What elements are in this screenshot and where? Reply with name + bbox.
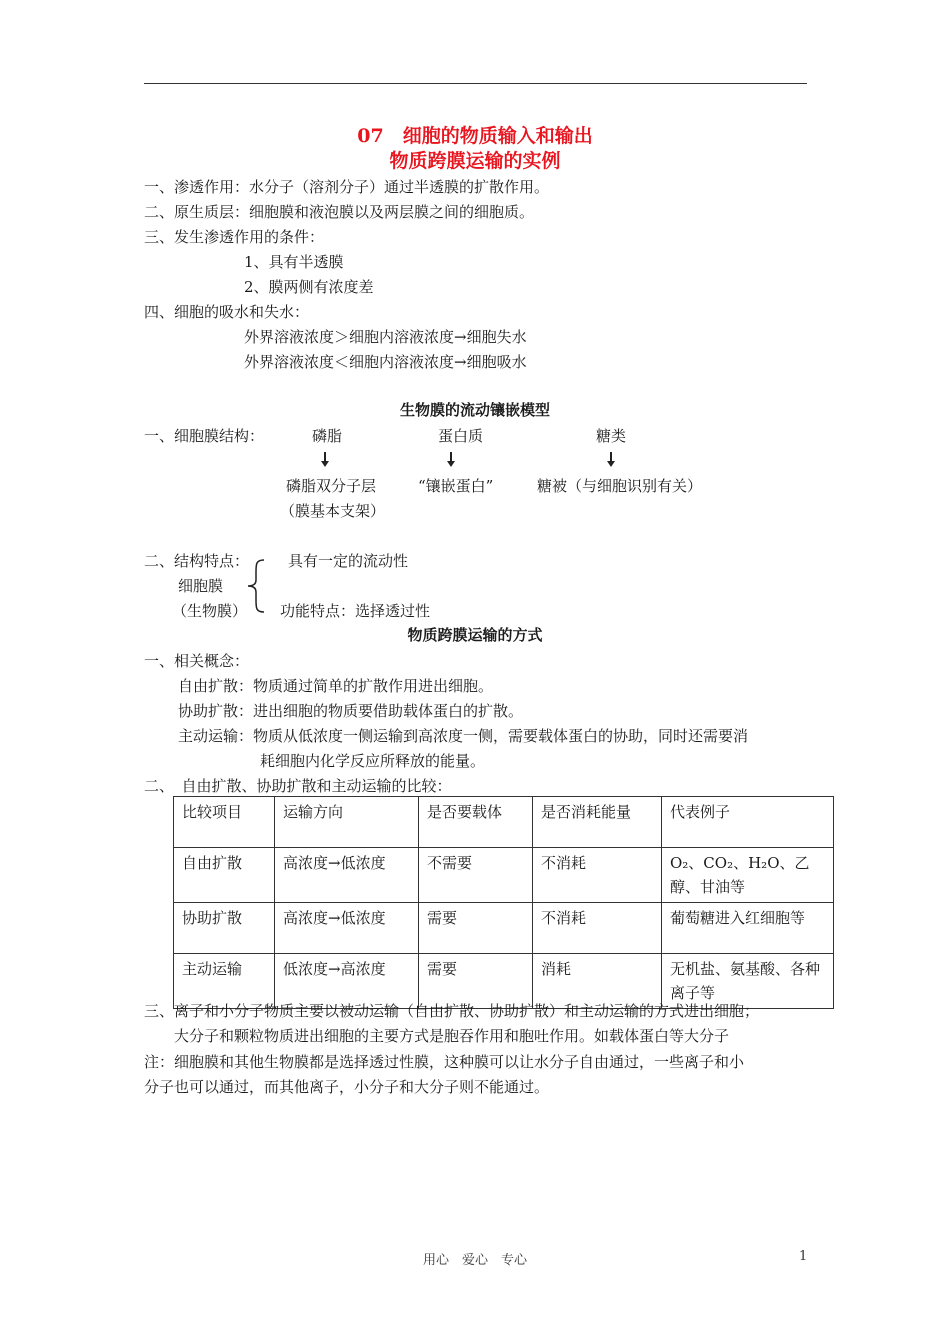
table-cell: 协助扩散 [174, 903, 275, 954]
table-header-cell: 比较项目 [174, 797, 275, 848]
table-cell: 不消耗 [533, 903, 662, 954]
table-cell: 无机盐、氨基酸、各种离子等 [662, 954, 834, 1009]
table-header-cell: 代表例子 [662, 797, 834, 848]
table-header-cell: 是否消耗能量 [533, 797, 662, 848]
biomembrane-label: （生物膜） [172, 602, 248, 620]
table-header-cell: 运输方向 [275, 797, 419, 848]
footer-motto: 用心 爱心 专心 [422, 1253, 527, 1268]
comparison-table [173, 796, 834, 1009]
concepts-heading: 一、相关概念： [144, 652, 250, 670]
table-cell: O₂、CO₂、H₂O、乙醇、甘油等 [662, 848, 834, 903]
sugar-label: 糖类 [596, 427, 627, 445]
table-cell: 不消耗 [533, 848, 662, 903]
down-arrow-icon [610, 452, 612, 462]
water-loss-rule: 外界溶液浓度＞细胞内溶液浓度→细胞失水 [244, 328, 527, 346]
table-cell: 高浓度→低浓度 [275, 903, 419, 954]
header-rule [144, 83, 807, 84]
table-cell: 葡萄糖进入红细胞等 [662, 903, 834, 954]
free-diffusion-definition: 自由扩散：物质通过简单的扩散作用进出细胞。 [178, 677, 494, 695]
membrane-structure-label: 一、细胞膜结构： [144, 427, 265, 445]
osmosis-conditions-heading: 三、发生渗透作用的条件： [144, 228, 325, 246]
condition-2: 2、膜两侧有浓度差 [244, 278, 374, 296]
cell-membrane-label: 细胞膜 [178, 577, 224, 595]
doc-subtitle: 物质跨膜运输的实例 [389, 150, 561, 172]
active-transport-definition-cont: 耗细胞内化学反应所释放的能量。 [260, 752, 486, 770]
table-cell: 不需要 [419, 848, 533, 903]
active-transport-definition: 主动运输：物质从低浓度一侧运输到高浓度一侧，需要载体蛋白的协助，同时还需要消 [178, 727, 749, 745]
table-cell: 低浓度→高浓度 [275, 954, 419, 1009]
macromolecules-text: 大分子和颗粒物质进出细胞的主要方式是胞吞作用和胞吐作用。如载体蛋白等大分子 [174, 1027, 730, 1045]
basic-framework-note: （膜基本支架） [280, 502, 386, 520]
table-cell: 需要 [419, 954, 533, 1009]
transport-methods-heading: 物质跨膜运输的方式 [407, 626, 543, 644]
doc-title: 07 细胞的物质输入和输出 [357, 125, 593, 147]
note-line-1: 注：细胞膜和其他生物膜都是选择透过性膜，这种膜可以让水分子自由通过，一些离子和小 [144, 1053, 745, 1071]
table-row [174, 848, 834, 903]
structure-feature-label: 二、结构特点： [144, 552, 250, 570]
table-cell: 自由扩散 [174, 848, 275, 903]
table-cell: 高浓度→低浓度 [275, 848, 419, 903]
comparison-heading: 二、 自由扩散、协助扩散和主动运输的比较： [144, 777, 452, 795]
curly-brace-icon [244, 558, 268, 614]
water-gain-rule: 外界溶液浓度＜细胞内溶液浓度→细胞吸水 [244, 353, 527, 371]
ions-small-molecules-text: 三、离子和小分子物质主要以被动运输（自由扩散、协助扩散）和主动运输的方式进出细胞； [144, 1002, 760, 1020]
table-header-row [174, 797, 834, 848]
function-feature-text: 功能特点：选择透过性 [280, 602, 431, 620]
osmosis-definition: 一、渗透作用：水分子（溶剂分子）通过半透膜的扩散作用。 [144, 178, 550, 196]
table-row [174, 903, 834, 954]
fluid-mosaic-heading: 生物膜的流动镶嵌模型 [399, 401, 550, 419]
table-cell: 需要 [419, 903, 533, 954]
bilayer-label: 磷脂双分子层 [286, 477, 377, 495]
water-uptake-heading: 四、细胞的吸水和失水： [144, 303, 310, 321]
down-arrow-icon [324, 452, 326, 462]
glycocalyx-label: 糖被（与细胞识别有关） [537, 477, 703, 495]
down-arrow-icon [450, 452, 452, 462]
protein-label: 蛋白质 [438, 427, 484, 445]
phospholipid-label: 磷脂 [312, 427, 343, 445]
table-cell: 消耗 [533, 954, 662, 1009]
embedded-protein-label: “镶嵌蛋白” [418, 477, 494, 495]
page-number: 1 [799, 1249, 808, 1264]
table-cell: 主动运输 [174, 954, 275, 1009]
structure-feature-text: 具有一定的流动性 [288, 552, 409, 570]
table-header-cell: 是否要载体 [419, 797, 533, 848]
facilitated-diffusion-definition: 协助扩散：进出细胞的物质要借助载体蛋白的扩散。 [178, 702, 524, 720]
condition-1: 1、具有半透膜 [244, 253, 344, 271]
note-line-2: 分子也可以通过，而其他离子，小分子和大分子则不能通过。 [144, 1078, 550, 1096]
protoplast-layer-definition: 二、原生质层：细胞膜和液泡膜以及两层膜之间的细胞质。 [144, 203, 535, 221]
